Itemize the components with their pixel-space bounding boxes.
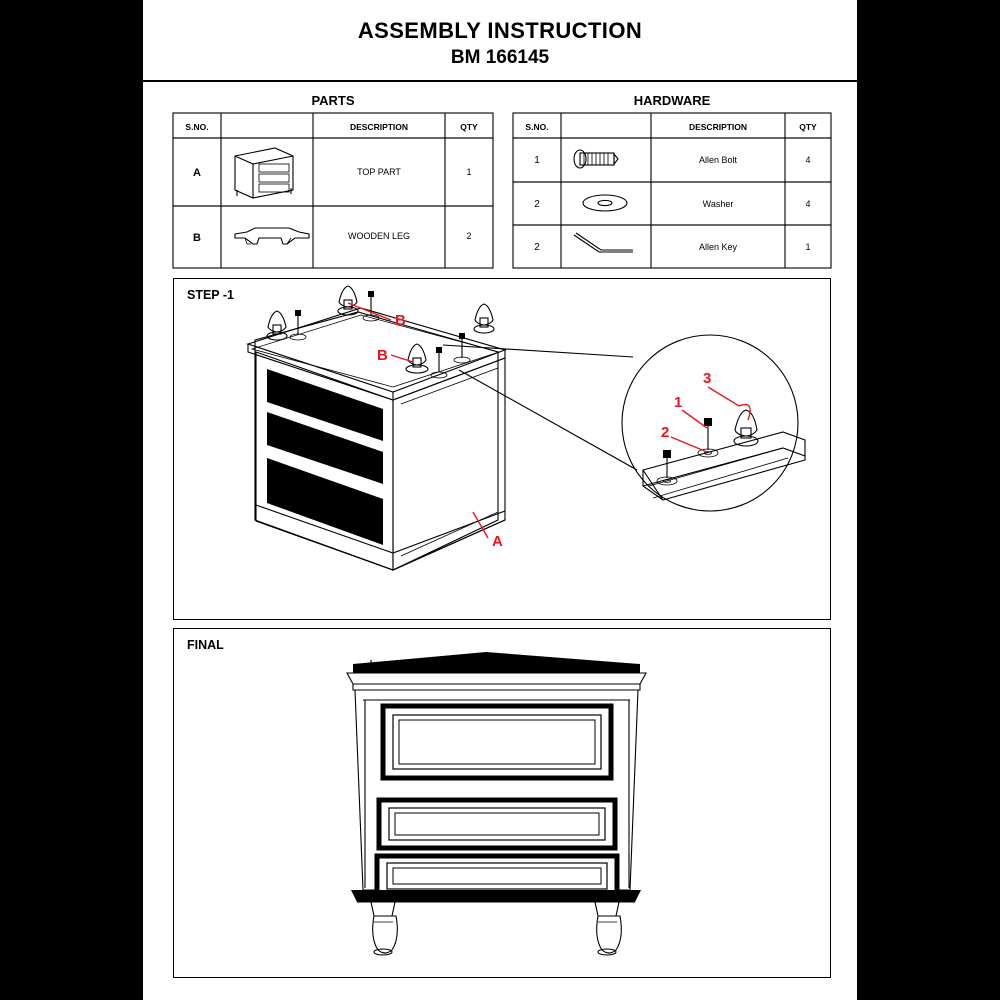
callout-b-top: B bbox=[395, 312, 406, 329]
parts-row1-qty: 1 bbox=[466, 167, 472, 177]
hardware-heading: HARDWARE bbox=[633, 93, 711, 108]
parts-row2-desc: WOODEN LEG bbox=[347, 231, 411, 241]
hw-col-sno: S.NO. bbox=[525, 122, 549, 132]
final-leg-right bbox=[595, 902, 621, 955]
bolt-right bbox=[454, 333, 470, 363]
hw-row3-desc: Allen Key bbox=[698, 242, 738, 252]
hw-col-qty: QTY bbox=[799, 122, 817, 132]
wooden-leg-part-icon bbox=[235, 228, 309, 244]
bolt-left bbox=[290, 310, 306, 340]
hw-row1-desc: Allen Bolt bbox=[698, 155, 738, 165]
model-number: BM 166145 bbox=[450, 47, 550, 68]
instruction-sheet bbox=[143, 0, 857, 1000]
detail-callout-3: 3 bbox=[703, 370, 712, 387]
hw-row1-qty: 4 bbox=[805, 155, 811, 165]
hw-row2-sno: 2 bbox=[534, 199, 540, 210]
detail-callout-1: 1 bbox=[674, 394, 683, 411]
callout-b-front: B bbox=[377, 347, 388, 364]
step1-label: STEP -1 bbox=[187, 288, 235, 302]
hw-row1-sno: 1 bbox=[534, 155, 540, 166]
leg-assembly-right bbox=[474, 304, 494, 333]
parts-row2-qty: 2 bbox=[466, 231, 472, 241]
leg-assembly-mid bbox=[338, 286, 358, 315]
parts-row1-desc: TOP PART bbox=[357, 167, 401, 177]
parts-table-grid bbox=[173, 113, 493, 268]
hardware-table-grid bbox=[513, 113, 831, 268]
leg-assembly-front bbox=[406, 344, 428, 373]
diagram-layer bbox=[143, 0, 857, 1000]
parts-row1-sno: A bbox=[193, 167, 201, 179]
allen-bolt-icon bbox=[574, 150, 618, 168]
hw-row3-qty: 1 bbox=[805, 242, 811, 252]
final-drawing bbox=[347, 652, 646, 955]
page-title: ASSEMBLY INSTRUCTION bbox=[357, 18, 643, 43]
hw-row2-desc: Washer bbox=[702, 199, 734, 209]
detail-callout-2: 2 bbox=[661, 424, 670, 441]
hw-row2-qty: 4 bbox=[805, 199, 811, 209]
parts-col-desc: DESCRIPTION bbox=[349, 122, 409, 132]
final-label: FINAL bbox=[187, 638, 224, 652]
parts-col-sno: S.NO. bbox=[185, 122, 209, 132]
detail-view bbox=[643, 370, 805, 500]
washer-icon bbox=[583, 195, 627, 211]
parts-col-qty: QTY bbox=[460, 122, 478, 132]
step1-drawing bbox=[248, 286, 805, 570]
final-leg-left bbox=[371, 902, 397, 955]
parts-heading: PARTS bbox=[311, 93, 355, 108]
allen-key-icon bbox=[574, 233, 633, 252]
parts-row2-sno: B bbox=[193, 232, 201, 244]
hw-col-desc: DESCRIPTION bbox=[688, 122, 748, 132]
hw-row3-sno: 2 bbox=[534, 242, 540, 253]
callout-a: A bbox=[492, 533, 503, 550]
dresser-part-icon bbox=[235, 148, 293, 198]
